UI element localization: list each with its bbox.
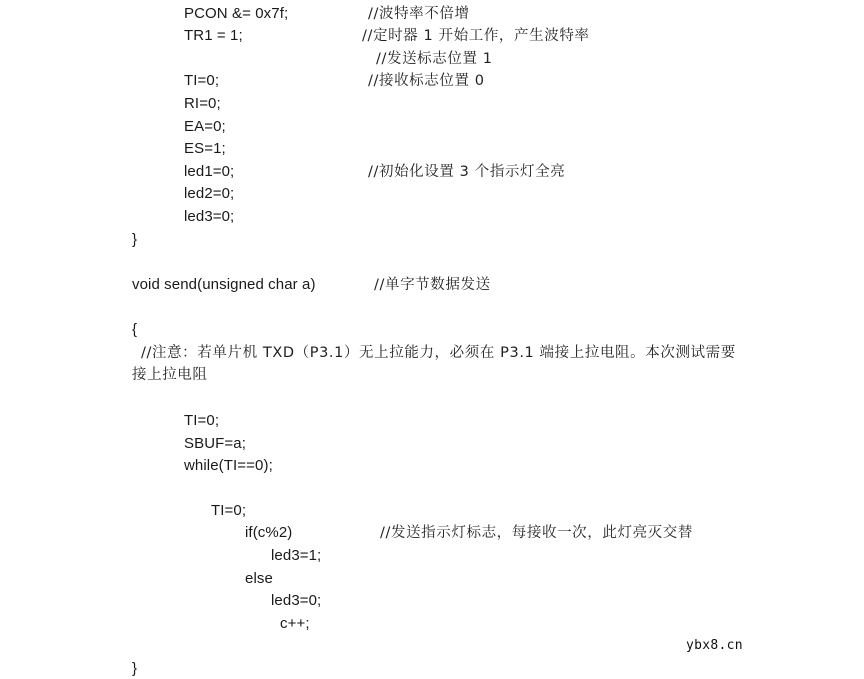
code-line-if: if(c%2) — [245, 524, 293, 541]
note-pullup-resistor: //注意：若单片机 TXD（P3.1）无上拉能力，必须在 P3.1 端接上拉电阻。本次测试需要接上拉电阻 — [132, 345, 736, 383]
comment-init-leds: //初始化设置 3 个指示灯全亮 — [368, 164, 566, 180]
code-line-else: else — [245, 570, 273, 587]
code-line-led3: led3=0; — [184, 208, 235, 225]
code-line-led2: led2=0; — [184, 185, 235, 202]
comment-single-byte-send: //单字节数据发送 — [374, 277, 491, 293]
code-line-pcon: PCON &= 0x7f; — [184, 5, 289, 22]
comment-led-toggle: //发送指示灯标志，每接收一次，此灯亮灭交替 — [380, 525, 693, 541]
comment-receive-flag: //接收标志位置 0 — [368, 73, 485, 89]
code-line-ri: RI=0; — [184, 95, 221, 112]
code-line-sbuf: SBUF=a; — [184, 435, 246, 452]
comment-baud-no-double: //波特率不倍增 — [368, 6, 470, 22]
watermark: ybx8.cn — [686, 638, 743, 653]
code-line-increment: c++; — [280, 615, 310, 632]
code-line-led3-on: led3=1; — [271, 547, 322, 564]
comment-timer1-start: //定时器 1 开始工作，产生波特率 — [362, 28, 590, 44]
close-brace-init: } — [132, 231, 138, 248]
function-signature-send: void send(unsigned char a) — [132, 276, 316, 293]
code-line-while: while(TI==0); — [184, 457, 273, 474]
code-line-led1: led1=0; — [184, 163, 235, 180]
code-line-es: ES=1; — [184, 140, 226, 157]
code-line-send-ti: TI=0; — [184, 412, 220, 429]
code-line-ea: EA=0; — [184, 118, 226, 135]
code-line-ti-reset: TI=0; — [211, 502, 247, 519]
code-line-led3-off: led3=0; — [271, 592, 322, 609]
code-line-ti: TI=0; — [184, 72, 220, 89]
open-brace-send: { — [132, 321, 138, 338]
code-line-tr1: TR1 = 1; — [184, 27, 243, 44]
close-brace-send: } — [132, 660, 138, 677]
comment-send-flag-set: //发送标志位置 1 — [376, 51, 493, 67]
